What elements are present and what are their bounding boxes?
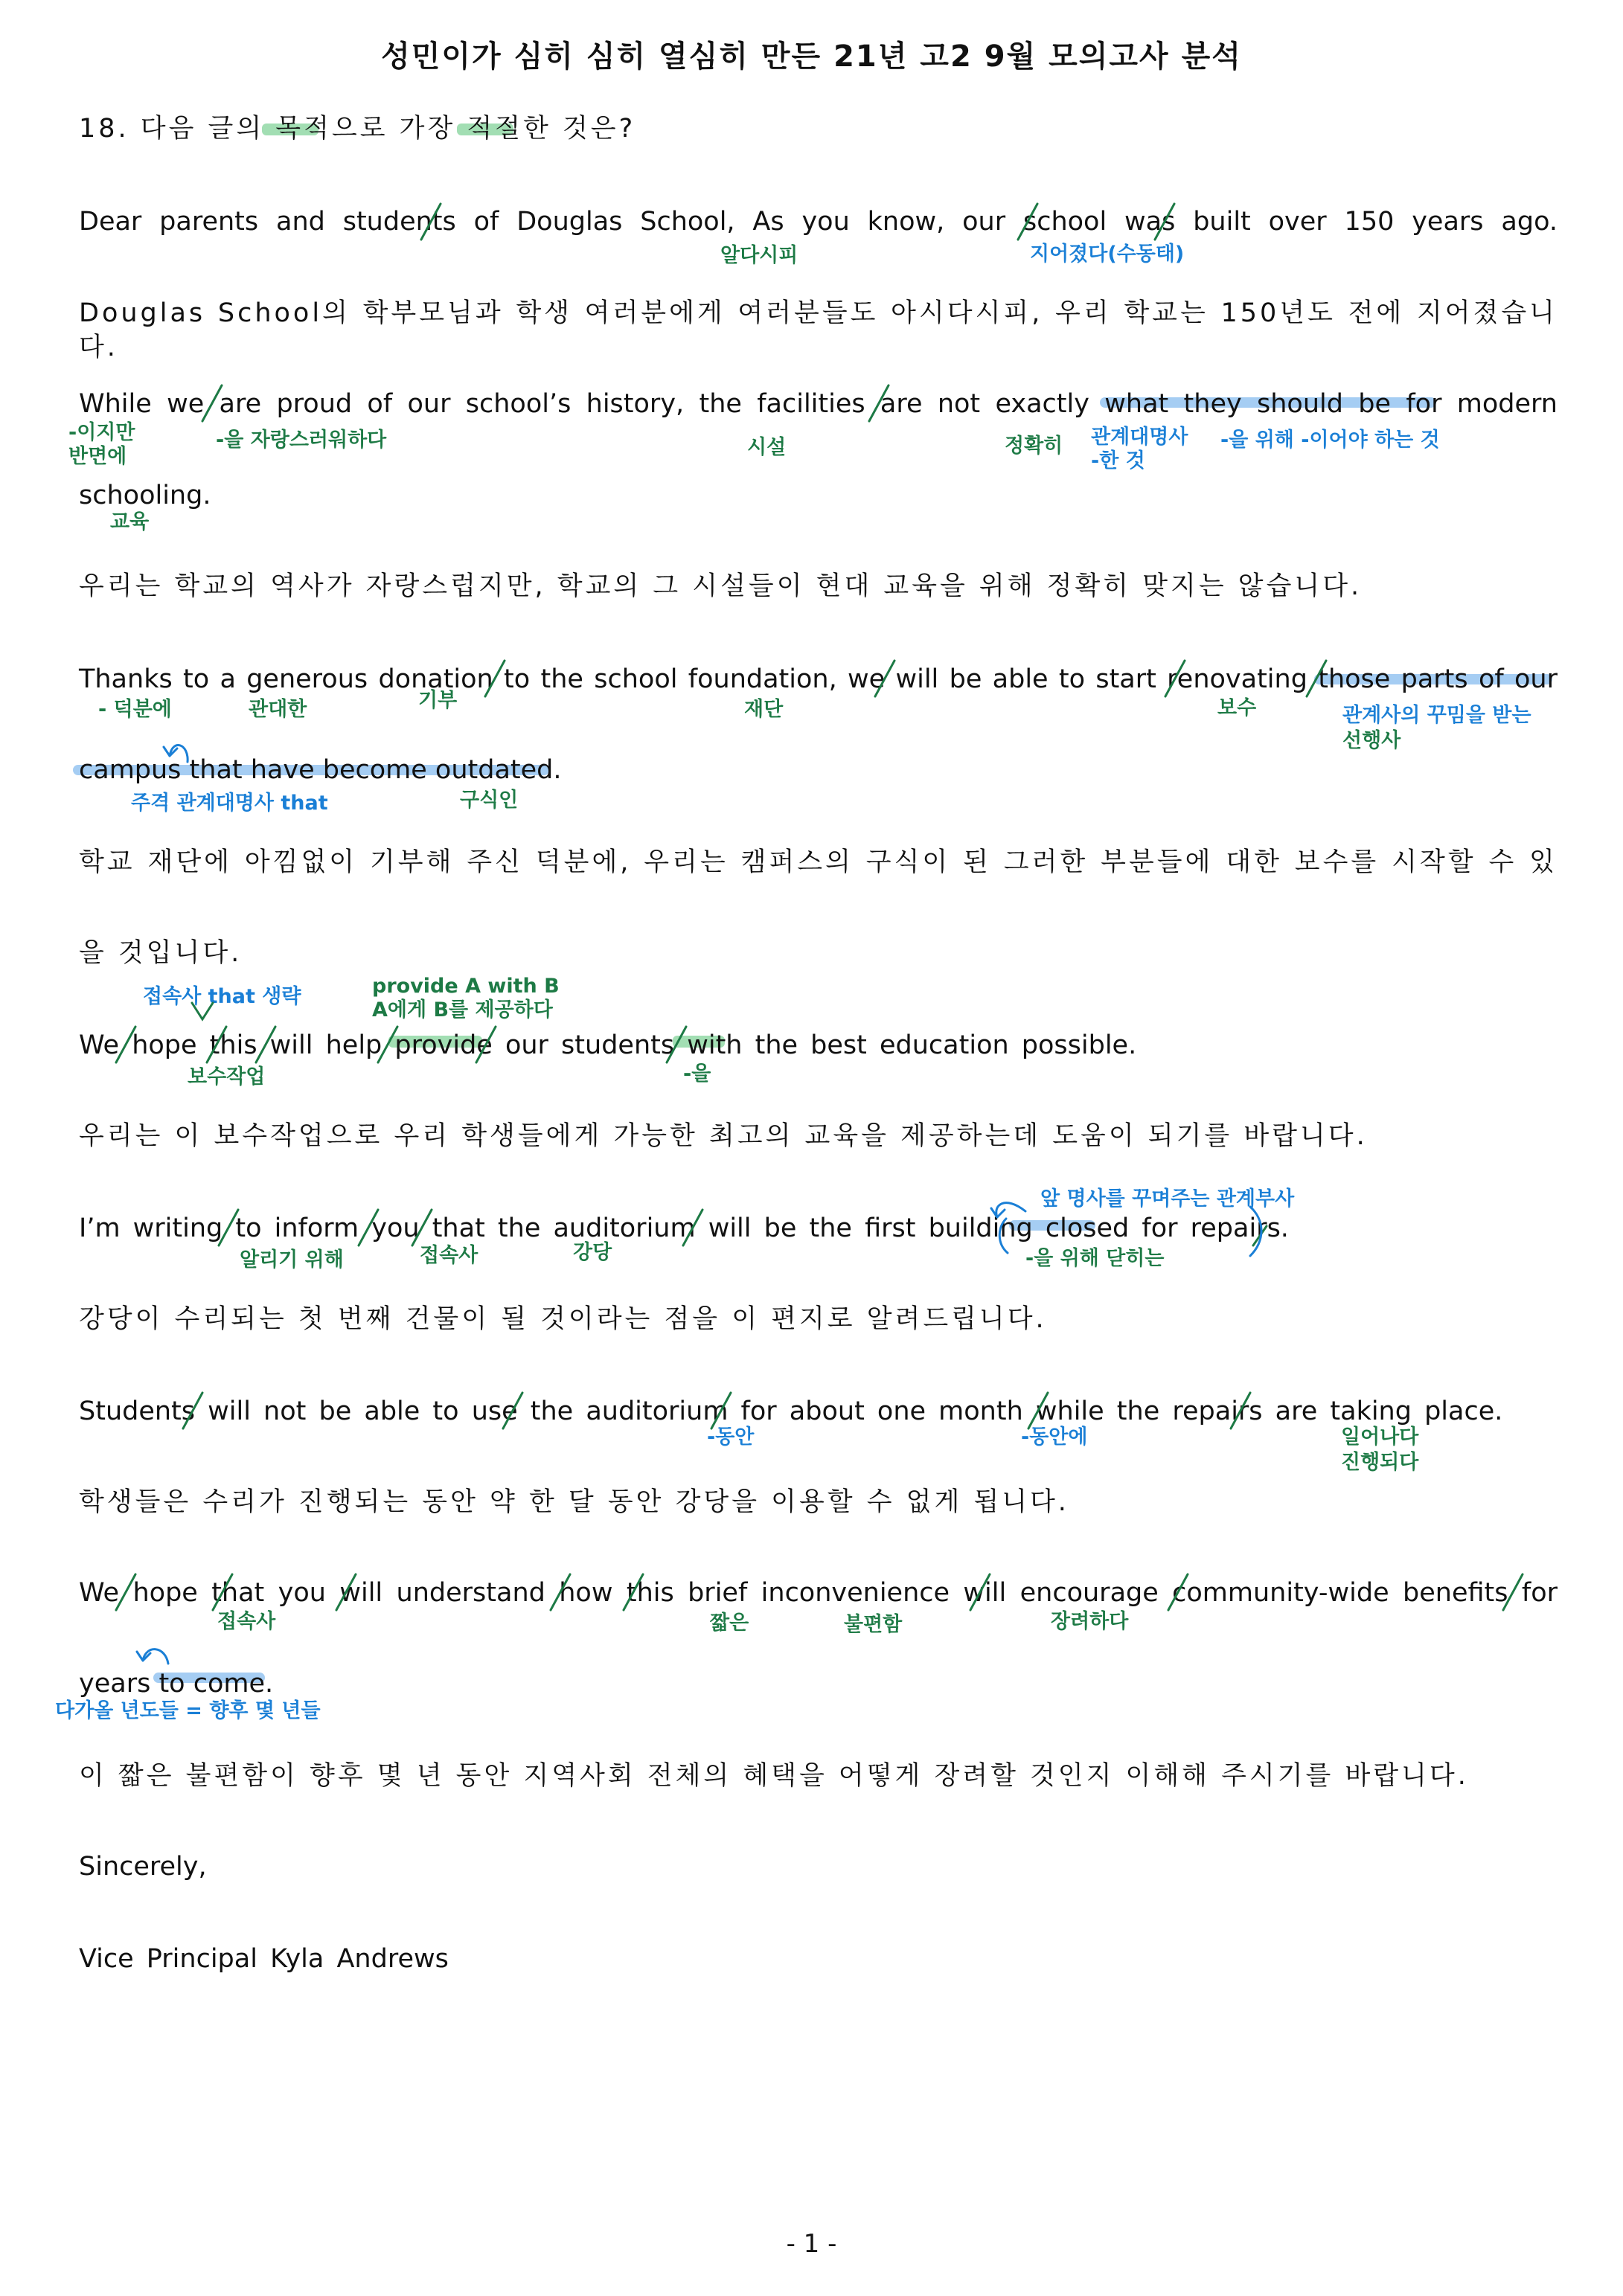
korean-line-3: 학교 재단에 아낌없이 기부해 주신 덕분에, 우리는 캠퍼스의 구식이 된 그러한 부분들에 대한 보수를 시작할 수 있 bbox=[79, 847, 1558, 877]
korean-line-6: 학생들은 수리가 진행되는 동안 약 한 달 동안 강당을 이용할 수 없게 됩니다. bbox=[79, 1487, 1069, 1517]
note-while: -동안에 bbox=[1021, 1426, 1088, 1449]
note-should-be-for: -을 위해 -이어야 하는 것 bbox=[1220, 429, 1440, 452]
note-facilities: 시설 bbox=[747, 436, 787, 459]
note-renovating: 보수 bbox=[1217, 696, 1257, 719]
note-thanks-to: - 덕분에 bbox=[98, 698, 172, 721]
note-closed-for: -을 위해 닫히는 bbox=[1025, 1247, 1165, 1270]
english-line-4: We hope this will help provide our students with the best education possible. bbox=[79, 1030, 1137, 1060]
note-encourage: 장려하다 bbox=[1051, 1610, 1129, 1633]
note-antecedent-2: 선행사 bbox=[1342, 729, 1401, 752]
note-banmyeone: 반면에 bbox=[68, 445, 127, 468]
korean-line-7: 이 짧은 불편함이 향후 몇 년 동안 지역사회 전체의 혜택을 어떻게 장려할 것인지 이해해 주시기를 바랍니다. bbox=[79, 1761, 1469, 1791]
note-that-omitted: 접속사 that 생략 bbox=[143, 985, 301, 1008]
page-title: 성민이가 심히 심히 열심히 만든 21년 고2 9월 모의고사 분석 bbox=[381, 39, 1242, 74]
arrow-head bbox=[137, 1652, 150, 1661]
korean-line-5: 강당이 수리되는 첫 번째 건물이 될 것이라는 점을 이 편지로 알려드립니다. bbox=[79, 1304, 1047, 1334]
english-line-2b: schooling. bbox=[79, 481, 211, 510]
english-line-1: Dear parents and students of Douglas School, As you know, our school was built over 150 years ago. bbox=[79, 207, 1558, 237]
note-brief: 짧은 bbox=[710, 1612, 749, 1635]
korean-line-1: Douglas School의 학부모님과 학생 여러분에게 여러분들도 아시다시피, 우리 학교는 150년도 전에 지어졌습니다. bbox=[79, 298, 1558, 362]
note-relative-pronoun-what: 관계대명사 bbox=[1091, 426, 1188, 449]
note-provide-a-with-b: provide A with B bbox=[372, 975, 560, 998]
english-line-7b: years to come. bbox=[79, 1669, 274, 1699]
closing-text: Sincerely, bbox=[79, 1852, 207, 1882]
note-to-inform: 알리기 위해 bbox=[240, 1248, 344, 1272]
note-years-to-come: 다가올 년도들 = 향후 몇 년들 bbox=[55, 1699, 321, 1722]
note-built-passive: 지어졌다(수동태) bbox=[1030, 243, 1185, 266]
note-hangeot: -한 것 bbox=[1091, 449, 1145, 472]
english-line-3: Thanks to a generous donation to the school foundation, we will be able to start renovating those parts of our bbox=[79, 664, 1558, 694]
note-ijiman: -이지만 bbox=[68, 421, 135, 444]
korean-line-4: 우리는 이 보수작업으로 우리 학생들에게 가능한 최고의 교육을 제공하는데 도움이 되기를 바랍니다. bbox=[79, 1121, 1368, 1151]
english-line-3b: campus that have become outdated. bbox=[79, 755, 562, 785]
note-be-proud-of: -을 자랑스러워하다 bbox=[216, 429, 387, 452]
note-with: -을 bbox=[683, 1062, 711, 1086]
note-donation: 기부 bbox=[418, 689, 458, 712]
note-conjunction-that-2: 접속사 bbox=[217, 1610, 276, 1633]
note-provide-meaning: A에게 B를 제공하다 bbox=[372, 998, 553, 1022]
page-number: - 1 - bbox=[786, 2229, 837, 2259]
note-exactly: 정확히 bbox=[1005, 434, 1063, 458]
signature-text: Vice Principal Kyla Andrews bbox=[79, 1944, 449, 1974]
note-this-renovation: 보수작업 bbox=[188, 1065, 266, 1088]
english-line-2: While we are proud of our school’s history, the facilities are not exactly what they should be for modern bbox=[79, 389, 1558, 419]
note-antecedent-1: 관계사의 꾸밈을 받는 bbox=[1342, 704, 1531, 727]
note-inconvenience: 불편함 bbox=[844, 1613, 903, 1636]
note-foundation: 재단 bbox=[744, 698, 784, 721]
note-relative-adverb: 앞 명사를 꾸며주는 관계부사 bbox=[1040, 1187, 1295, 1210]
note-for-during: -동안 bbox=[707, 1426, 755, 1449]
note-take-place-2: 진행되다 bbox=[1341, 1451, 1419, 1474]
note-take-place-1: 일어나다 bbox=[1341, 1426, 1419, 1449]
question-text: 18. 다음 글의 목적으로 가장 적절한 것은? bbox=[79, 114, 636, 144]
note-schooling: 교육 bbox=[110, 510, 150, 533]
note-conjunction-that: 접속사 bbox=[420, 1244, 478, 1267]
korean-line-3b: 을 것입니다. bbox=[79, 938, 243, 968]
note-subject-relative-that: 주격 관계대명사 that bbox=[131, 792, 328, 815]
note-generous: 관대한 bbox=[249, 698, 307, 721]
note-outdated: 구식인 bbox=[460, 789, 519, 812]
korean-line-2: 우리는 학교의 역사가 자랑스럽지만, 학교의 그 시설들이 현대 교육을 위해 정확히 맞지는 않습니다. bbox=[79, 571, 1363, 601]
english-line-7: We hope that you will understand how this brief inconvenience will encourage community-wide benefits for bbox=[79, 1578, 1558, 1608]
arrow-mark bbox=[143, 1649, 168, 1664]
english-line-5: I’m writing to inform you that the auditorium will be the first building closed for repairs. bbox=[79, 1213, 1289, 1243]
note-auditorium: 강당 bbox=[573, 1241, 612, 1264]
english-line-6: Students will not be able to use the auditorium for about one month while the repairs are taking place. bbox=[79, 1396, 1503, 1426]
note-aldasipi: 알다시피 bbox=[720, 244, 798, 267]
